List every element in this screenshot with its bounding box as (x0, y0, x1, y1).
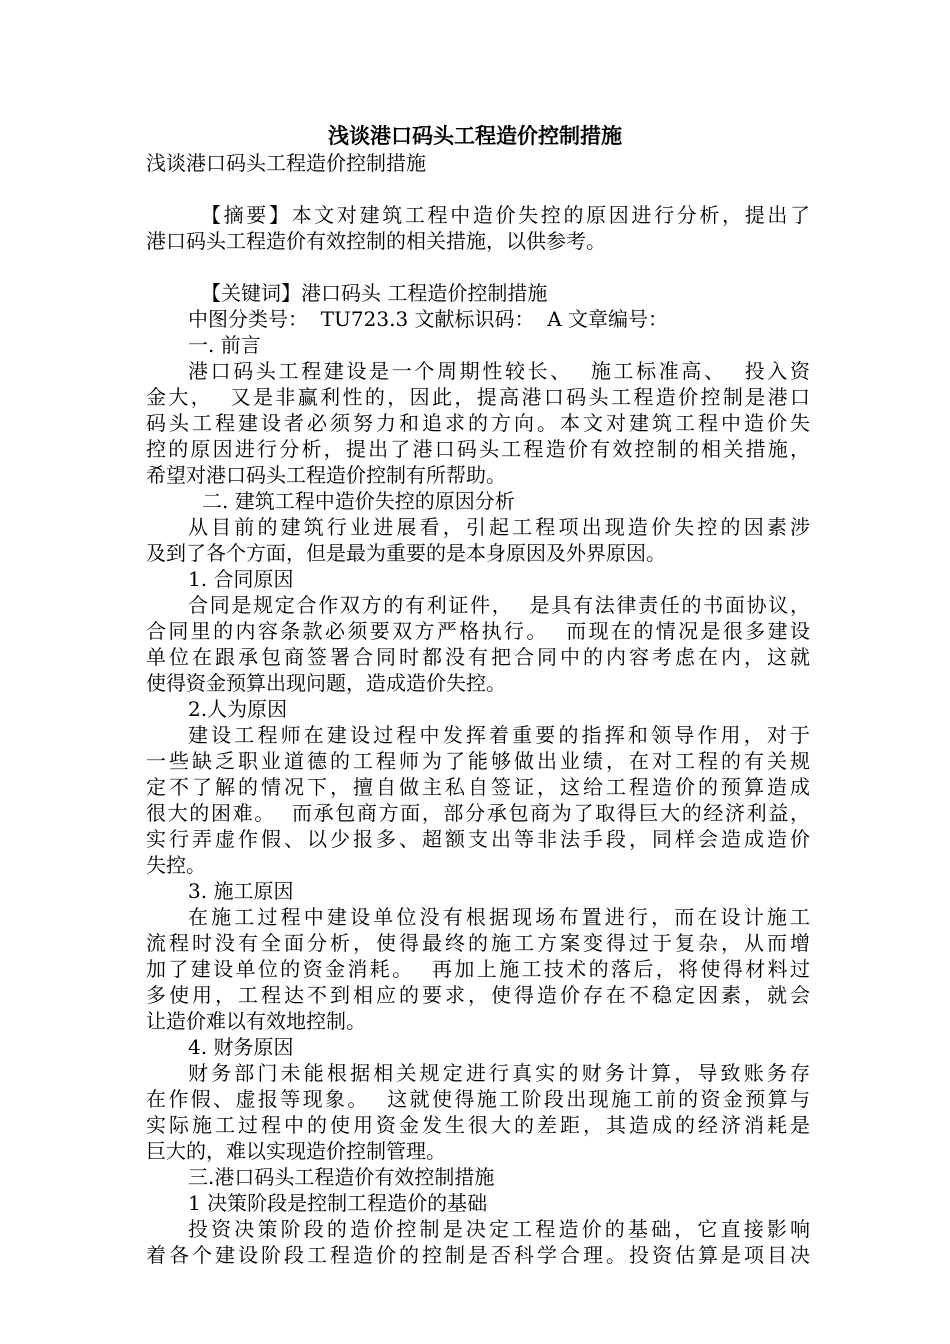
section-heading: 一. 前言 (188, 333, 261, 357)
paragraph-line: 多使用，工程达不到相应的要求，使得造价存在不稳定因素，就会 (146, 983, 810, 1007)
document-title: 浅谈港口码头工程造价控制措施 (328, 123, 622, 148)
paragraph-line: 使得资金预算出现问题，造成造价失控。 (146, 671, 506, 695)
paragraph-line: 一些缺乏职业道德的工程师为了能够做出业绩，在对工程的有关规 (146, 749, 810, 773)
abstract-line: 【摘要】本文对建筑工程中造价失控的原因进行分析，提出了 (201, 203, 810, 227)
document-subtitle: 浅谈港口码头工程造价控制措施 (146, 151, 426, 175)
subsection-heading: 1. 合同原因 (188, 567, 294, 591)
paragraph-line: 单位在跟承包商签署合同时都没有把合同中的内容考虑在内，这就 (146, 645, 810, 669)
paragraph-line: 很大的困难。 而承包商方面，部分承包商为了取得巨大的经济利益， (146, 801, 810, 825)
paragraph-line: 巨大的，难以实现造价控制管理。 (146, 1139, 446, 1163)
abstract-line: 港口码头工程造价有效控制的相关措施，以供参考。 (146, 229, 606, 253)
section-heading: 三.港口码头工程造价有效控制措施 (188, 1165, 495, 1189)
paragraph-line: 在施工过程中建设单位没有根据现场布置进行，而在设计施工 (188, 905, 810, 929)
classification-line: 中图分类号： TU723.3 文献标识码： A 文章编号： (188, 307, 669, 331)
paragraph-line: 合同里的内容条款必须要双方严格执行。 而现在的情况是很多建设 (146, 619, 810, 643)
paragraph-line: 码头工程建设者必须努力和追求的方向。本文对建筑工程中造价失 (146, 411, 810, 435)
subsection-heading: 1 决策阶段是控制工程造价的基础 (188, 1191, 488, 1215)
paragraph-line: 定不了解的情况下，擅自做主私自签证，这给工程造价的预算造成 (146, 775, 810, 799)
paragraph-line: 流程时没有全面分析，使得最终的施工方案变得过于复杂，从而增 (146, 931, 810, 955)
paragraph-line: 控的原因进行分析，提出了港口码头工程造价有效控制的相关措施， (146, 437, 810, 461)
paragraph-line: 失控。 (146, 853, 206, 877)
paragraph-line: 金大， 又是非赢利性的，因此，提高港口码头工程造价控制是港口 (146, 385, 810, 409)
paragraph-line: 加了建设单位的资金消耗。 再加上施工技术的落后，将使得材料过 (146, 957, 810, 981)
paragraph-line: 从目前的建筑行业进展看，引起工程项出现造价失控的因素涉 (188, 515, 810, 539)
subsection-heading: 2.人为原因 (188, 697, 288, 721)
paragraph-line: 港口码头工程建设是一个周期性较长、 施工标准高、 投入资 (188, 359, 810, 383)
paragraph-line: 合同是规定合作双方的有利证件， 是具有法律责任的书面协议， (188, 593, 810, 617)
paragraph-line: 在作假、虚报等现象。 这就使得施工阶段出现施工前的资金预算与 (146, 1087, 810, 1111)
blank-line (146, 254, 810, 280)
section-heading: 二. 建筑工程中造价失控的原因分析 (202, 489, 515, 513)
paragraph-line: 财务部门未能根据相关规定进行真实的财务计算，导致账务存 (188, 1061, 810, 1085)
paragraph-line: 着各个建设阶段工程造价的控制是否科学合理。投资估算是项目决 (146, 1243, 810, 1267)
document-body (146, 150, 810, 1268)
paragraph-line: 及到了各个方面，但是最为重要的是本身原因及外界原因。 (146, 541, 666, 565)
keywords-line: 【关键词】港口码头 工程造价控制措施 (201, 281, 548, 305)
paragraph-line: 让造价难以有效地控制。 (146, 1009, 366, 1033)
paragraph-line: 投资决策阶段的造价控制是决定工程造价的基础，它直接影响 (188, 1217, 810, 1241)
paragraph-line: 实际施工过程中的使用资金发生很大的差距，其造成的经济消耗是 (146, 1113, 810, 1137)
subsection-heading: 3. 施工原因 (188, 879, 294, 903)
paragraph-line: 建设工程师在建设过程中发挥着重要的指挥和领导作用，对于 (188, 723, 810, 747)
paragraph-line: 希望对港口码头工程造价控制有所帮助。 (146, 463, 506, 487)
paragraph-line: 实行弄虚作假、以少报多、超额支出等非法手段，同样会造成造价 (146, 827, 810, 851)
subsection-heading: 4. 财务原因 (188, 1035, 294, 1059)
blank-line (146, 176, 810, 202)
